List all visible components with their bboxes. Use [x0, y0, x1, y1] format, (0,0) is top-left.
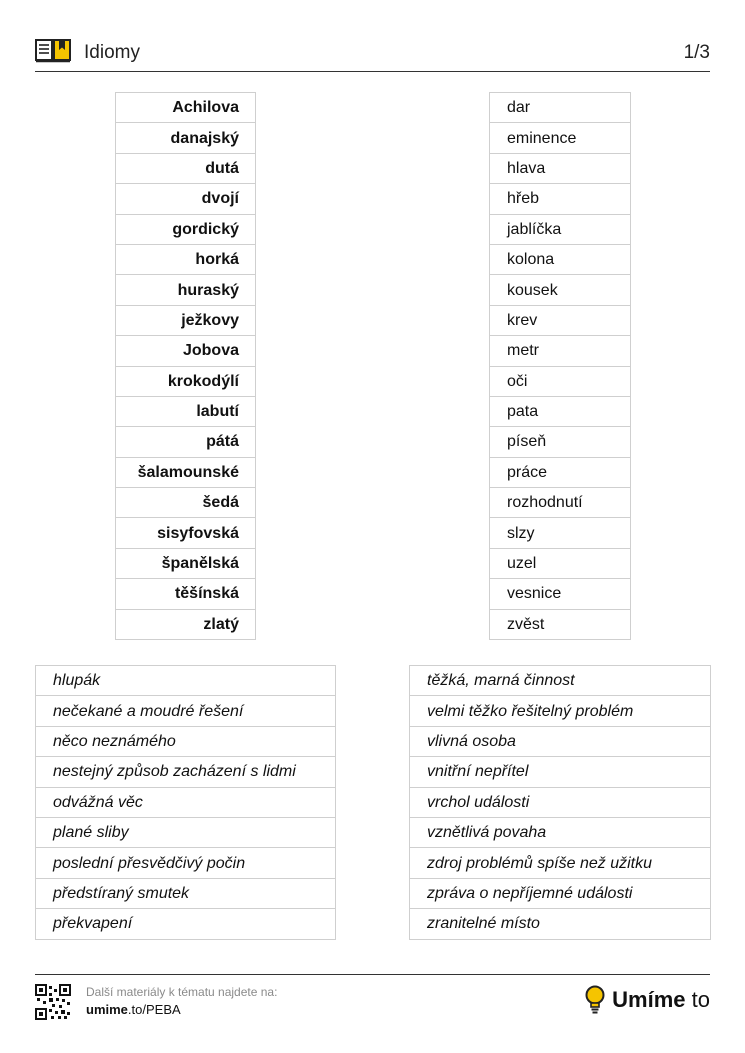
right-words-cell: pata — [490, 396, 631, 426]
brand-logo — [612, 987, 710, 1013]
brand-bold: Umíme — [612, 987, 686, 1012]
table-row — [410, 878, 711, 908]
left-words-cell: šedá — [116, 488, 256, 518]
table-row — [490, 305, 631, 335]
table-row — [410, 757, 711, 787]
table-row — [116, 548, 256, 578]
meanings-right-cell: velmi těžko řešitelný problém — [410, 696, 711, 726]
left-words-cell: těšínská — [116, 579, 256, 609]
meanings-left-cell: něco neznámého — [36, 726, 336, 756]
table-row — [490, 153, 631, 183]
meanings-left-table — [35, 665, 336, 940]
table-row — [116, 275, 256, 305]
table-row — [116, 457, 256, 487]
table-row — [410, 817, 711, 847]
table-row — [116, 336, 256, 366]
lightbulb-icon — [584, 985, 606, 1015]
right-words-cell: píseň — [490, 427, 631, 457]
left-words-cell: Achilova — [116, 93, 256, 123]
page-header — [35, 38, 710, 72]
table-row — [116, 609, 256, 639]
table-row — [490, 275, 631, 305]
table-row — [116, 518, 256, 548]
right-words-cell: rozhodnutí — [490, 488, 631, 518]
meanings-right-cell: zpráva o nepříjemné události — [410, 878, 711, 908]
table-row — [116, 427, 256, 457]
left-words-cell: dvojí — [116, 184, 256, 214]
table-row — [116, 123, 256, 153]
meanings-left-cell: předstíraný smutek — [36, 878, 336, 908]
page-footer — [35, 974, 710, 1024]
meanings-left-cell: poslední přesvědčivý počin — [36, 848, 336, 878]
table-row — [116, 184, 256, 214]
meanings-right-cell: vrchol události — [410, 787, 711, 817]
right-words-cell: eminence — [490, 123, 631, 153]
right-words-cell: kolona — [490, 244, 631, 274]
right-words-cell: práce — [490, 457, 631, 487]
meanings-left-cell: nečekané a moudré řešení — [36, 696, 336, 726]
meanings-left-cell: překvapení — [36, 909, 336, 939]
right-words-cell: jablíčka — [490, 214, 631, 244]
table-row — [36, 666, 336, 696]
table-row — [116, 366, 256, 396]
table-row — [116, 244, 256, 274]
left-words-cell: pátá — [116, 427, 256, 457]
brand-rest: to — [685, 987, 710, 1012]
book-icon — [35, 39, 71, 63]
meanings-right-cell: zdroj problémů spíše než užitku — [410, 848, 711, 878]
meanings-right-table — [409, 665, 711, 940]
right-words-cell: hřeb — [490, 184, 631, 214]
table-row — [410, 666, 711, 696]
left-words-cell: sisyfovská — [116, 518, 256, 548]
materials-link[interactable] — [86, 1002, 181, 1017]
meanings-left-cell: hlupák — [36, 666, 336, 696]
materials-link-bold: umime — [86, 1002, 128, 1017]
left-words-cell: labutí — [116, 396, 256, 426]
table-row — [116, 488, 256, 518]
meanings-left-cell: nestejný způsob zacházení s lidmi — [36, 757, 336, 787]
table-row — [490, 244, 631, 274]
table-row — [36, 909, 336, 939]
right-words-cell: vesnice — [490, 579, 631, 609]
right-words-cell: hlava — [490, 153, 631, 183]
meanings-right-cell: vznětlivá povaha — [410, 817, 711, 847]
right-words-table — [489, 92, 631, 640]
footer-note: Další materiály k tématu najdete na: — [86, 985, 278, 999]
left-words-cell: šalamounské — [116, 457, 256, 487]
table-row — [116, 396, 256, 426]
right-words-cell: zvěst — [490, 609, 631, 639]
materials-link-rest: .to/PEBA — [127, 1002, 181, 1017]
table-row — [116, 153, 256, 183]
meanings-right-cell: vnitřní nepřítel — [410, 757, 711, 787]
table-row — [36, 696, 336, 726]
table-row — [116, 579, 256, 609]
table-row — [490, 184, 631, 214]
table-row — [490, 579, 631, 609]
meanings-right-cell: těžká, marná činnost — [410, 666, 711, 696]
table-row — [490, 488, 631, 518]
right-words-cell: metr — [490, 336, 631, 366]
table-row — [490, 214, 631, 244]
table-row — [36, 726, 336, 756]
qr-code-icon — [35, 984, 71, 1020]
table-row — [490, 93, 631, 123]
table-row — [116, 93, 256, 123]
right-words-cell: oči — [490, 366, 631, 396]
right-words-cell: dar — [490, 93, 631, 123]
left-words-cell: krokodýlí — [116, 366, 256, 396]
meanings-right-cell: vlivná osoba — [410, 726, 711, 756]
meanings-right-cell: zranitelné místo — [410, 909, 711, 939]
meanings-left-cell: odvážná věc — [36, 787, 336, 817]
right-words-cell: krev — [490, 305, 631, 335]
table-row — [36, 787, 336, 817]
table-row — [410, 909, 711, 939]
table-row — [36, 817, 336, 847]
left-words-cell: huraský — [116, 275, 256, 305]
table-row — [36, 757, 336, 787]
meanings-left-cell: plané sliby — [36, 817, 336, 847]
page-number: 1/3 — [683, 42, 710, 63]
page-title: Idiomy — [84, 42, 140, 63]
left-words-table — [115, 92, 256, 640]
table-row — [410, 726, 711, 756]
left-words-cell: ježkovy — [116, 305, 256, 335]
left-words-cell: Jobova — [116, 336, 256, 366]
right-words-cell: slzy — [490, 518, 631, 548]
table-row — [490, 609, 631, 639]
table-row — [490, 548, 631, 578]
table-row — [490, 427, 631, 457]
table-row — [116, 305, 256, 335]
table-row — [410, 696, 711, 726]
right-words-cell: uzel — [490, 548, 631, 578]
table-row — [410, 848, 711, 878]
left-words-cell: zlatý — [116, 609, 256, 639]
left-words-cell: horká — [116, 244, 256, 274]
table-row — [490, 336, 631, 366]
left-words-cell: dutá — [116, 153, 256, 183]
left-words-cell: gordický — [116, 214, 256, 244]
table-row — [36, 878, 336, 908]
table-row — [410, 787, 711, 817]
left-words-cell: danajský — [116, 123, 256, 153]
table-row — [36, 848, 336, 878]
table-row — [490, 366, 631, 396]
table-row — [116, 214, 256, 244]
table-row — [490, 457, 631, 487]
table-row — [490, 396, 631, 426]
left-words-cell: španělská — [116, 548, 256, 578]
table-row — [490, 518, 631, 548]
table-row — [490, 123, 631, 153]
right-words-cell: kousek — [490, 275, 631, 305]
